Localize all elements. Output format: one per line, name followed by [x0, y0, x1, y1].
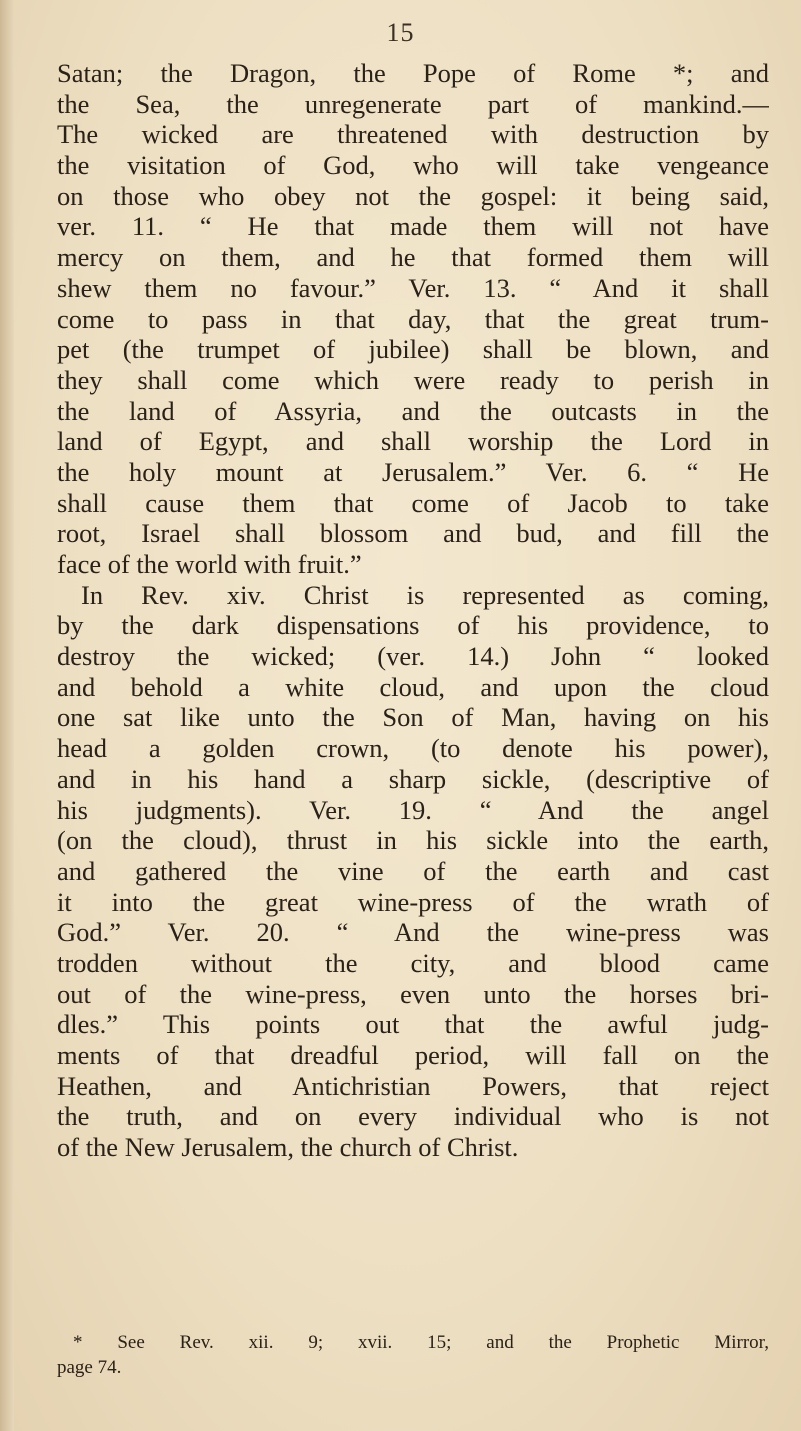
- text-line: shew them no favour.” Ver. 13. “ And it shall: [57, 272, 769, 303]
- text-line: destroy the wicked; (ver. 14.) John “ looked: [57, 641, 769, 672]
- paragraph-end-line: of the New Jerusalem, the church of Christ.: [57, 1132, 519, 1163]
- text-line: (on the cloud), thrust in his sickle into the earth,: [57, 825, 769, 856]
- text-line: and behold a white cloud, and upon the cloud: [57, 671, 769, 702]
- text-line: they shall come which were ready to perish in: [57, 364, 769, 395]
- text-line: The wicked are threatened with destruction by: [57, 119, 769, 150]
- text-line: by the dark dispensations of his providence, to: [57, 610, 769, 641]
- text-line: head a golden crown, (to denote his power),: [57, 733, 769, 764]
- text-line: and in his hand a sharp sickle, (descriptive of: [57, 763, 769, 794]
- text-line: pet (the trumpet of jubilee) shall be blown, and: [57, 334, 769, 365]
- text-line: Heathen, and Antichristian Powers, that reject: [57, 1070, 769, 1101]
- text-line: ments of that dreadful period, will fall on the: [57, 1040, 769, 1070]
- text-line: the holy mount at Jerusalem.” Ver. 6. “ He: [57, 456, 769, 487]
- text-line: the Sea, the unregenerate part of mankind.—: [57, 88, 769, 119]
- main-text-block: [57, 58, 769, 1163]
- footnote-line: * See Rev. xii. 9; xvii. 15; and the Prophetic Mirror,: [73, 1332, 769, 1353]
- text-line: God.” Ver. 20. “ And the wine-press was: [57, 917, 769, 948]
- text-line: the land of Assyria, and the outcasts in the: [57, 395, 769, 426]
- text-line: dles.” This points out that the awful judg-: [57, 1009, 769, 1040]
- text-line: Satan; the Dragon, the Pope of Rome *; and: [57, 58, 769, 88]
- text-line: mercy on them, and he that formed them will: [57, 242, 769, 273]
- footnote-line: page 74.: [57, 1357, 122, 1378]
- text-line: come to pass in that day, that the great trum-: [57, 303, 769, 334]
- text-line: shall cause them that come of Jacob to take: [57, 487, 769, 518]
- text-line: and gathered the vine of the earth and cast: [57, 855, 769, 886]
- text-line: on those who obey not the gospel: it being said,: [57, 180, 769, 211]
- text-line: it into the great wine-press of the wrath of: [57, 886, 769, 917]
- text-line: trodden without the city, and blood came: [57, 947, 769, 978]
- text-line: ver. 11. “ He that made them will not have: [57, 211, 769, 242]
- page-gutter-shadow: [0, 0, 14, 1431]
- text-line: out of the wine-press, even unto the horses bri-: [57, 978, 769, 1009]
- paragraph-start-line: In Rev. xiv. Christ is represented as coming,: [81, 579, 769, 610]
- text-line: land of Egypt, and shall worship the Lord in: [57, 426, 769, 457]
- footnote: [57, 1330, 769, 1380]
- text-line: the visitation of God, who will take vengeance: [57, 150, 769, 181]
- paragraph-end-line: face of the world with fruit.”: [57, 549, 362, 579]
- page-number: 15: [386, 18, 415, 47]
- text-line: the truth, and on every individual who is not: [57, 1101, 769, 1132]
- text-line: his judgments). Ver. 19. “ And the angel: [57, 794, 769, 825]
- text-line: root, Israel shall blossom and bud, and fill the: [57, 518, 769, 549]
- text-line: one sat like unto the Son of Man, having on his: [57, 702, 769, 733]
